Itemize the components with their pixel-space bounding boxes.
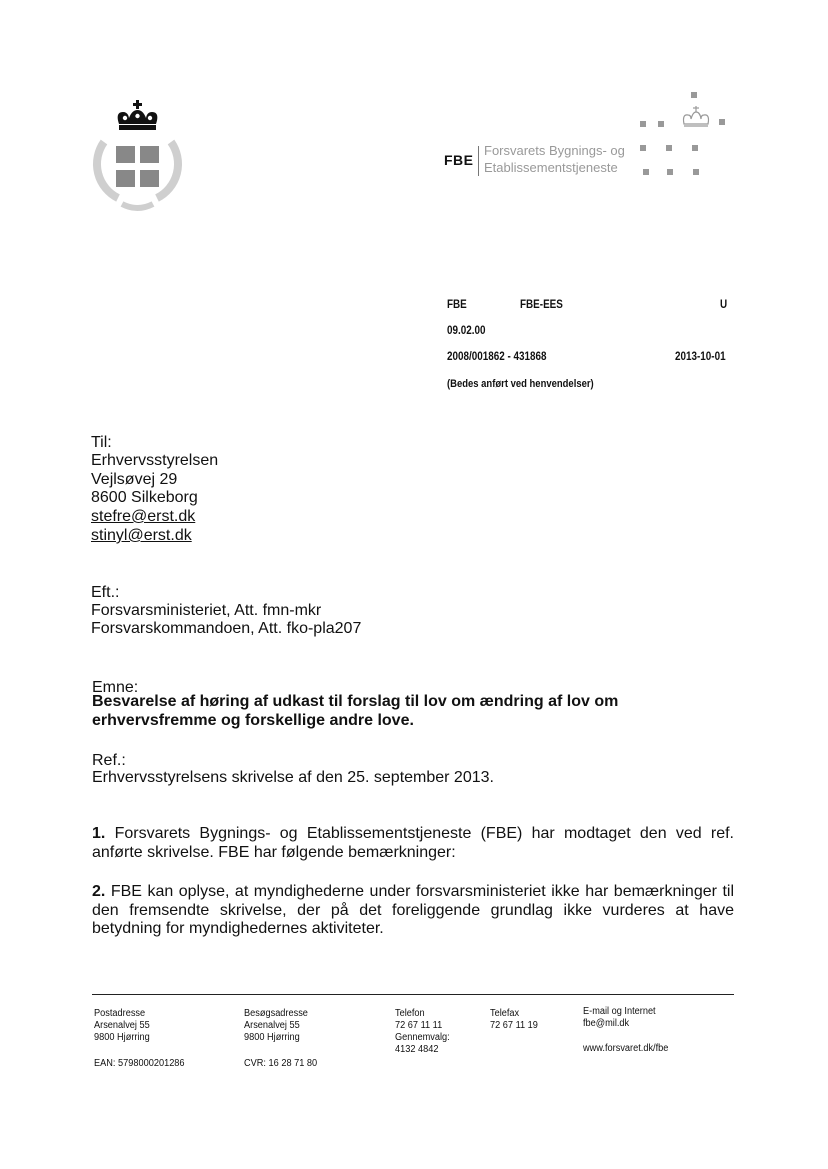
footer-website-link[interactable]: www.forsvaret.dk/fbe xyxy=(583,1043,669,1054)
footer-ean: EAN: 5798000201286 xyxy=(94,1058,185,1069)
recipient-street: Vejlsøvej 29 xyxy=(91,471,178,488)
subject-text: erhvervsfremme og forskellige andre love. xyxy=(92,712,414,729)
footer-phone-number: 72 67 11 11 xyxy=(395,1020,443,1031)
fbe-square-pattern-logo xyxy=(636,88,728,180)
cc-label: Eft.: xyxy=(91,584,120,601)
footer-visit-line: 9800 Hjørring xyxy=(244,1032,300,1043)
paragraph-number: 2. xyxy=(92,883,106,900)
footer-divider xyxy=(92,994,734,995)
recipient-email-link[interactable]: stefre@erst.dk xyxy=(91,508,196,525)
cc-recipient: Forsvarskommandoen, Att. fko-pla207 xyxy=(91,620,362,637)
paragraph xyxy=(92,883,734,939)
ref-case-number: 2008/001862 - 431868 xyxy=(447,351,547,363)
ref-label: Ref.: xyxy=(92,752,126,769)
ref-note: (Bedes anført ved henvendelser) xyxy=(447,378,594,390)
footer-fax-label: Telefax xyxy=(490,1008,520,1019)
footer-web-label: E-mail og Internet xyxy=(583,1006,656,1017)
fbe-abbreviation: FBE xyxy=(444,152,474,168)
paragraph-number: 1. xyxy=(92,825,106,842)
footer-postal-label: Postadresse xyxy=(94,1008,146,1019)
ref-classification: U xyxy=(720,299,728,311)
recipient-name: Erhvervsstyrelsen xyxy=(91,452,219,469)
footer-direct-number: 4132 4842 xyxy=(395,1044,439,1055)
ref-journal-number: 09.02.00 xyxy=(447,325,486,337)
paragraph xyxy=(92,825,734,862)
recipient-city: 8600 Silkeborg xyxy=(91,489,198,506)
crest-logo xyxy=(90,98,185,213)
ref-date: 2013-10-01 xyxy=(675,351,726,363)
fbe-name-line2: Etablissementstjeneste xyxy=(484,160,618,175)
ref-org: FBE xyxy=(447,299,467,311)
footer-direct-label: Gennemvalg: xyxy=(395,1032,450,1043)
footer-phone-label: Telefon xyxy=(395,1008,425,1019)
paragraph-text: FBE kan oplyse, at myndighederne under forsvarsministeriet ikke har bemærkninger til den fremsendte skrivelse, der på det foreliggende grundlag ikke vurderes at have betydning for myndighedernes aktiviteter. xyxy=(92,883,735,937)
footer-email-link[interactable]: fbe@mil.dk xyxy=(583,1018,630,1029)
footer-postal-line: Arsenalvej 55 xyxy=(94,1020,150,1031)
footer-postal-line: 9800 Hjørring xyxy=(94,1032,150,1043)
fbe-name-line1: Forsvarets Bygnings- og xyxy=(484,143,625,158)
footer-visit-label: Besøgsadresse xyxy=(244,1008,308,1019)
ref-text: Erhvervsstyrelsens skrivelse af den 25. september 2013. xyxy=(92,769,494,786)
footer-visit-line: Arsenalvej 55 xyxy=(244,1020,300,1031)
recipient-email-link[interactable]: stinyl@erst.dk xyxy=(91,527,192,544)
footer-cvr: CVR: 16 28 71 80 xyxy=(244,1058,318,1069)
footer-fax-number: 72 67 11 19 xyxy=(490,1020,538,1031)
ref-department: FBE-EES xyxy=(520,299,563,311)
paragraph-text: Forsvarets Bygnings- og Etablissementstjeneste (FBE) har modtaget den ved ref. anførte skrivelse. FBE har følgende bemærkninger: xyxy=(92,825,734,861)
recipient-label: Til: xyxy=(91,434,112,451)
cc-recipient: Forsvarsministeriet, Att. fmn-mkr xyxy=(91,602,322,619)
subject-label: Emne: xyxy=(92,679,139,696)
fbe-divider xyxy=(478,146,479,176)
subject-text: Besvarelse af høring af udkast til forslag til lov om ændring af lov om xyxy=(92,693,619,710)
